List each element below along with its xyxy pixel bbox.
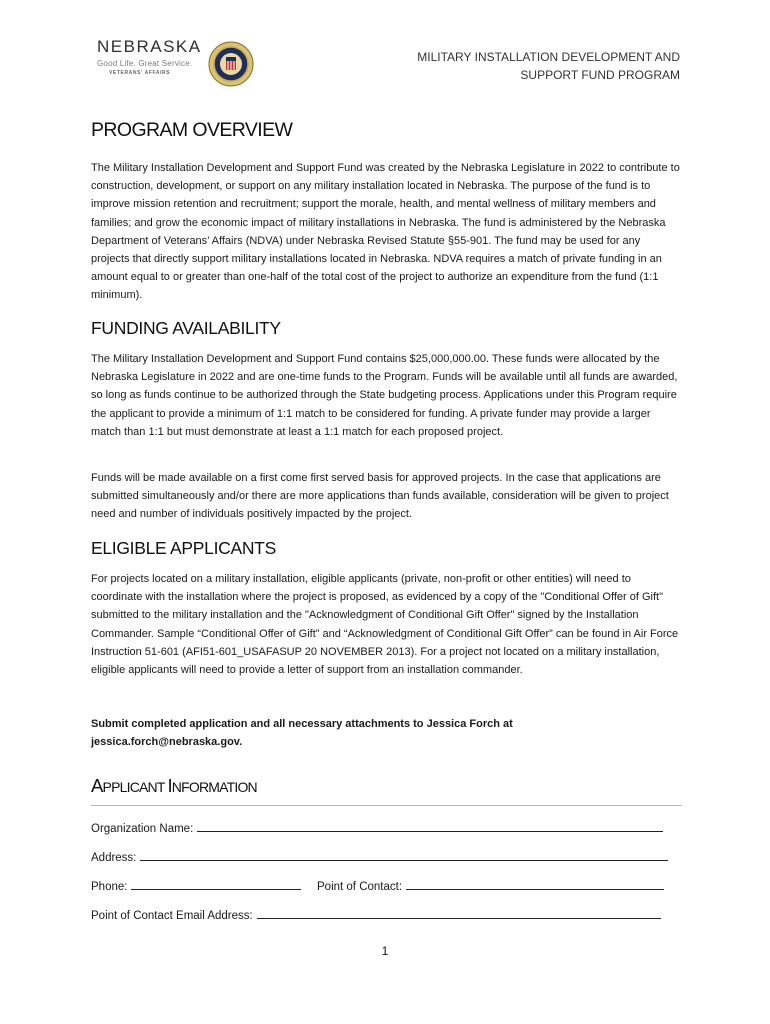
organization-name-field[interactable] <box>91 820 663 835</box>
heading-rest-1: PPLICANT <box>102 779 168 795</box>
section-divider <box>91 805 682 806</box>
phone-field[interactable] <box>91 878 301 893</box>
funding-availability-heading: FUNDING AVAILABILITY <box>91 318 281 338</box>
funding-availability-text-2: Funds will be made available on a first come first served basis for approved projects. In the case that applications are submitted simultaneously and/or there are more applications than funds available, consideration will be given to project need and number of individuals positively impacted by the project. <box>91 472 669 521</box>
heading-rest-2: NFORMATION <box>171 779 257 795</box>
submit-note: Submit completed application and all necessary attachments to Jessica Forch at jessica.forch@nebraska.gov. <box>91 718 513 749</box>
nebraska-logo <box>97 37 202 88</box>
eligible-applicants-text: For projects located on a military installation, eligible applicants (private, non-profit or other entities) will need to coordinate with the installation where the project is proposed, as evidenced by a copy of the "Conditional Offer of Gift" submitted to the military installation and the "Acknowledgment of Conditional Gift Offer" signed by the Installation Commander. Sample “Conditional Offer of Gift” and “Acknowledgment of Conditional Gift Offer” can be found in Air Force Instruction 51-601 (AFI51-601_USAFASUP 20 NOVEMBER 2013). For a project not located on a military installation, eligible applicants will need to provide a letter of support from an installation commander. <box>91 573 679 677</box>
veterans-affairs-seal-icon <box>208 41 254 87</box>
organization-name-line[interactable] <box>197 820 663 832</box>
address-label: Address: <box>91 852 137 864</box>
organization-name-label: Organization Name: <box>91 823 194 835</box>
page-number: 1 <box>381 944 389 958</box>
logo-tagline: Good Life. Great Service. <box>97 59 193 68</box>
logo-department: VETERANS' AFFAIRS <box>109 70 171 76</box>
address-line[interactable] <box>140 849 668 861</box>
heading-cap-a: A <box>91 775 103 796</box>
program-title <box>380 48 680 84</box>
eligible-applicants-heading: ELIGIBLE APPLICANTS <box>91 538 276 558</box>
logo-word: NEBRASKA <box>97 37 202 56</box>
applicant-information-heading <box>91 775 257 797</box>
point-of-contact-line[interactable] <box>406 878 664 890</box>
poc-email-field[interactable] <box>91 907 661 922</box>
phone-line[interactable] <box>131 878 301 890</box>
point-of-contact-label: Point of Contact: <box>317 881 403 893</box>
heading-cap-i: I <box>167 775 172 796</box>
program-title-line-2: SUPPORT FUND PROGRAM <box>520 68 680 82</box>
point-of-contact-field[interactable] <box>317 878 664 893</box>
poc-email-label: Point of Contact Email Address: <box>91 910 253 922</box>
funding-availability-text-1: The Military Installation Development and Support Fund contains $25,000,000.00. These funds were allocated by the Nebraska Legislature in 2022 and are one-time funds to the Program. Funds will be available until all funds are awarded, so long as funds continue to be authorized through the State budgeting process. Applications under this Program require the applicant to provide a minimum of 1:1 match to be considered for funding. A private funder may provide a larger match than 1:1 but must demonstrate at least a 1:1 match for each proposed project. <box>91 353 678 438</box>
poc-email-line[interactable] <box>257 907 661 919</box>
program-overview-heading: PROGRAM OVERVIEW <box>91 119 293 141</box>
program-overview-text: The Military Installation Development and Support Fund was created by the Nebraska Legislature in 2022 to contribute to construction, development, or support on any military installation located in Nebraska. The purpose of the fund is to improve mission retention and recruitment; support the morale, health, and mental wellness of military members and families; and grow the economic impact of military installations in Nebraska. The fund is administered by the Nebraska Department of Veterans’ Affairs (NDVA) under Nebraska Revised Statute §55-901. The fund may be used for any projects that directly support military installations located in Nebraska. NDVA requires a match of private funding in an amount equal to or greater than one-half of the total cost of the project to authorize an expenditure from the fund (1:1 minimum). <box>91 162 680 302</box>
address-field[interactable] <box>91 849 668 864</box>
phone-label: Phone: <box>91 881 128 893</box>
program-title-line-1: MILITARY INSTALLATION DEVELOPMENT AND <box>417 50 680 64</box>
